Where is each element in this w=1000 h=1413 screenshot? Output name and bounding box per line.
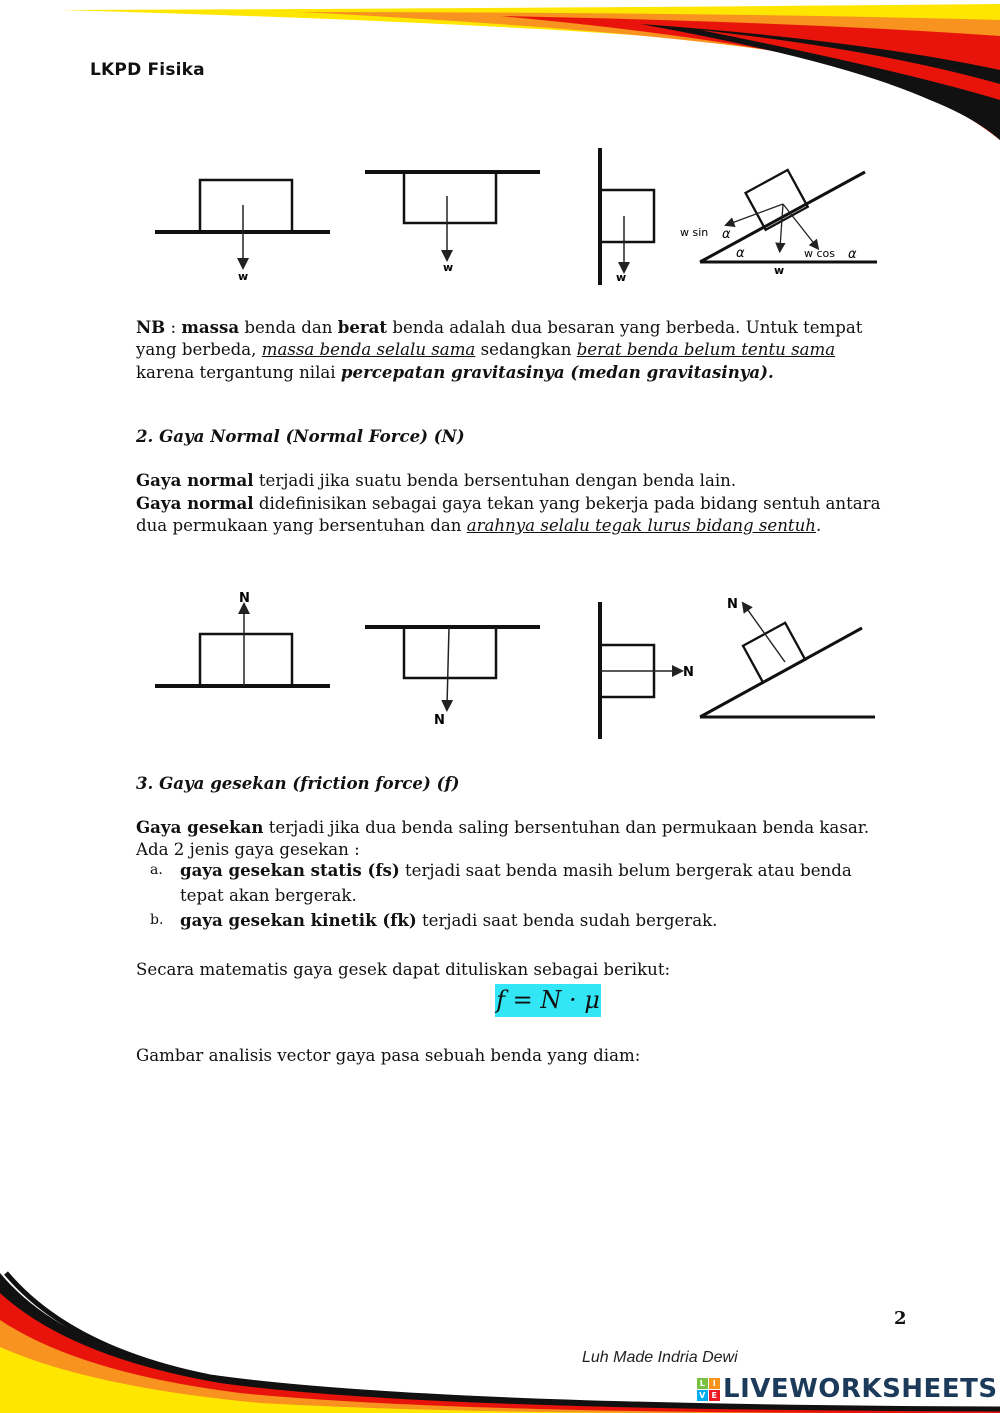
normal-floor-figure [155,591,330,686]
nb-text: sedangkan [475,340,577,359]
section2-underline: arahnya selalu tegak lurus bidang sentuh [466,516,816,535]
weight-label: w [774,264,785,277]
nb-label: NB [136,317,166,337]
weight-ceiling-figure [365,172,540,274]
nb-text: : [165,318,182,337]
normal-label: N [683,665,694,680]
alpha-label: α [722,227,731,242]
weight-incline-figure [680,170,877,277]
wsin-label: w sin [680,226,709,239]
gaya-normal-bold: Gaya normal [136,493,254,513]
vector-text: Gambar analisis vector gaya pasa sebuah benda yang diam: [136,1046,641,1065]
liveworksheets-logo [697,1378,720,1401]
normal-label: N [727,597,738,612]
weight-wall-figure [600,148,654,285]
gaya-normal-bold: Gaya normal [136,470,254,490]
normal-label: N [434,713,445,728]
friction-types-list [150,858,900,933]
weight-floor-figure [155,180,330,283]
weight-diagrams [140,140,900,300]
nb-emphasis: percepatan gravitasinya (medan gravitasinya). [340,362,774,382]
list-bold: gaya gesekan kinetik (fk) [180,910,417,930]
nb-underline-1: massa benda selalu sama [261,340,476,359]
normal-ceiling-figure [365,627,540,728]
section2-paragraph [136,469,896,537]
liveworksheets-brand [697,1374,998,1404]
section2-text: . [815,516,822,535]
list-item [150,858,900,908]
section2-text: terjadi jika suatu benda bersentuhan dengan benda lain. [253,471,737,490]
nb-text: benda dan [239,318,338,337]
list-text [180,858,900,908]
normal-label: N [239,591,250,606]
alpha-label: α [736,246,745,261]
nb-berat: berat [337,317,388,337]
normal-wall-figure [600,602,694,739]
nb-massa: massa [181,317,240,337]
list-marker: a. [150,862,163,878]
friction-formula: f = N · μ [495,984,601,1017]
list-text [180,908,900,933]
nb-text: karena tergantung nilai [136,363,341,382]
nb-paragraph [136,316,896,384]
nb-text: benda adalah dua besaran yang berbeda. Untuk tempat yang berbeda, [136,318,863,359]
list-item [150,908,900,933]
header-title: LKPD Fisika [90,60,205,80]
logo-letter: V [697,1390,708,1401]
logo-letter: E [709,1390,720,1401]
section3-paragraph [136,816,896,861]
alpha-label: α [848,247,857,262]
gaya-gesekan-bold: Gaya gesekan [136,817,264,837]
list-desc: terjadi saat benda sudah bergerak. [416,911,718,930]
normal-incline-figure [700,597,875,717]
normal-diagrams [140,582,900,742]
math-intro: Secara matematis gaya gesek dapat dituliskan sebagai berikut: [136,960,671,979]
section2-text: didefinisikan sebagai gaya tekan yang bekerja pada bidang sentuh antara dua permukaan yang bersentuhan dan [136,494,881,535]
section3-heading: 3. Gaya gesekan (friction force) (f) [136,773,460,793]
logo-letter: I [709,1378,720,1389]
list-marker: b. [150,912,164,928]
section3-text: terjadi jika dua benda saling bersentuhan dan permukaan benda kasar. Ada 2 jenis gaya gesekan : [136,818,870,859]
weight-label: w [238,270,249,283]
list-bold: gaya gesekan statis (fs) [180,860,400,880]
page-number: 2 [894,1308,907,1329]
nb-underline-2: berat benda belum tentu sama [576,340,836,359]
weight-label: w [443,261,454,274]
wcos-label: w cos [804,247,836,260]
author-name: Luh Made Indria Dewi [582,1349,738,1366]
weight-label: w [616,271,627,284]
logo-letter: L [697,1378,708,1389]
list-desc: terjadi saat benda masih belum bergerak atau benda tepat akan bergerak. [180,861,852,905]
brand-text: LIVEWORKSHEETS [723,1374,998,1404]
section2-heading: 2. Gaya Normal (Normal Force) (N) [136,426,465,446]
